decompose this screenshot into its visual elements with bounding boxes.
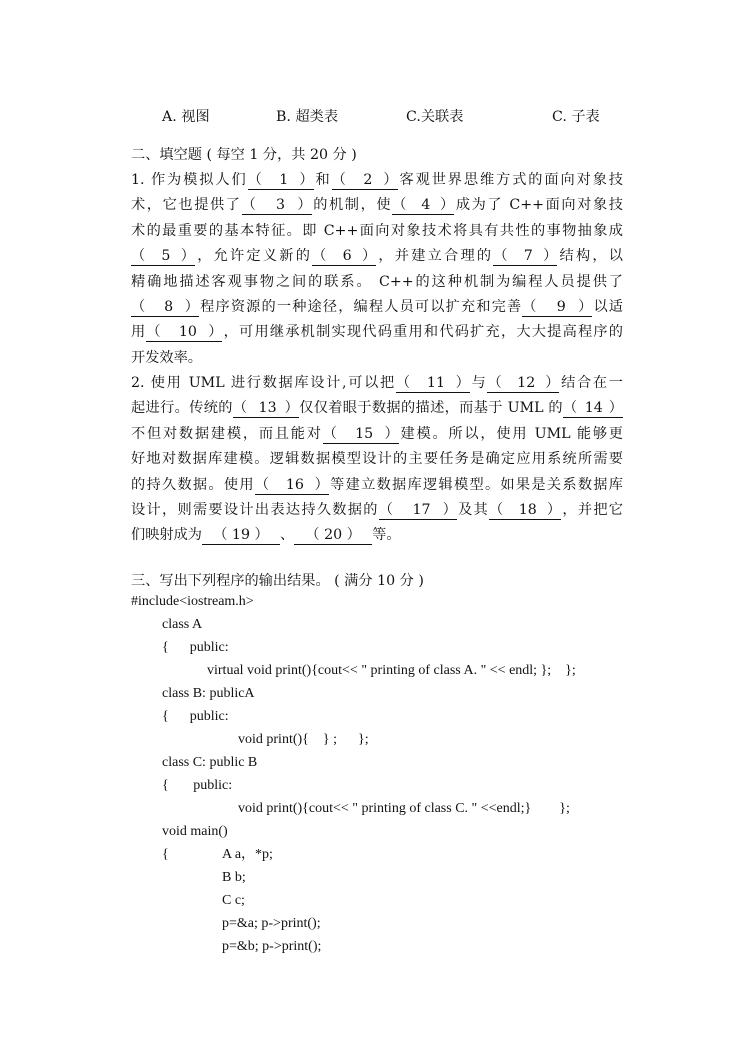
blank-4: （ 4 ）	[392, 197, 455, 214]
option-b: B. 超类表	[276, 109, 339, 125]
code-line: {	[162, 847, 169, 862]
q1-line-5: 精确地描述客观事物之间的联系。 C++的这种机制为编程人员提供了	[131, 273, 623, 290]
code-line: class B: publicA	[162, 686, 255, 701]
code-line: { public:	[162, 640, 229, 655]
q1-line-1: 1. 作为模拟人们（ 1 ）和（ 2 ）客观世界思维方式的面向对象技	[131, 172, 623, 188]
blank-10: （ 10 ）	[146, 324, 223, 341]
code-line: class A	[162, 617, 203, 632]
code-line: void main()	[162, 824, 228, 839]
blank-17: （ 17 ）	[378, 501, 457, 518]
code-line: A a，*p;	[222, 847, 273, 862]
section-2-heading: 二、填空题 ( 每空 1 分，共 20 分 )	[131, 147, 357, 163]
blank-6: （ 6 ）	[312, 248, 377, 265]
q2-line-3: 不但对数据建模，而且能对（ 15 ）建模。所以，使用 UML 能够更	[131, 425, 623, 442]
blank-20: （ 20 ）	[294, 526, 372, 545]
code-line: { public:	[162, 778, 233, 793]
blank-9: （ 9 ）	[522, 298, 593, 315]
blank-14: （ 14 ）	[562, 400, 623, 417]
q1-line-8: 开发效率。	[131, 349, 202, 366]
section-3-heading: 三、写出下列程序的输出结果。 ( 满分 10 分 )	[131, 573, 424, 589]
code-line: void print(){cout<< " printing of class C. " <<endl;} };	[238, 801, 570, 816]
q2-line-2: 起进行。传统的（ 13 ）仅仅着眼于数据的描述，而基于 UML 的（ 14 ）	[131, 400, 623, 417]
code-line: C c;	[222, 893, 245, 908]
code-line: virtual void print(){cout<< " printing of class A. " << endl; }; };	[207, 663, 576, 678]
q1-line-4: （ 5 ），允许定义新的（ 6 ），并建立合理的（ 7 ）结构，以	[131, 248, 623, 265]
code-line: p=&b; p->print();	[222, 939, 322, 954]
option-a: A. 视图	[162, 109, 210, 125]
q2-line-6: 设计，则需要设计出表达持久数据的（ 17 ）及其（ 18 ），并把它	[131, 501, 623, 518]
blank-13: （ 13 ）	[232, 400, 299, 417]
option-c: C.关联表	[406, 109, 464, 125]
code-line: class C: public B	[162, 755, 258, 770]
q2-line-5: 的持久数据。使用（ 16 ）等建立数据库逻辑模型。如果是关系数据库	[131, 476, 623, 493]
q1-line-7: 用（ 10 ），可用继承机制实现代码重用和代码扩充，大大提高程序的	[131, 324, 623, 341]
blank-19: （ 19 ）	[202, 526, 280, 545]
q2-line-1: 2. 使用 UML 进行数据库设计,可以把（ 11 ）与（ 12 ）结合在一	[131, 375, 623, 391]
blank-12: （ 12 ）	[487, 375, 560, 391]
code-line: B b;	[222, 870, 246, 885]
code-line: #include<iostream.h>	[131, 594, 254, 609]
question-2	[131, 371, 623, 549]
q2-line-7: 们映射成为 （ 19 ） 、 （ 20 ） 等。	[131, 527, 401, 544]
option-c-subtable: C. 子表	[552, 109, 600, 125]
blank-15: （ 15 ）	[322, 425, 399, 442]
code-line: p=&a; p->print();	[222, 916, 321, 931]
choice-options	[162, 106, 622, 126]
q1-line-2: 术，它也提供了（ 3 ）的机制，使（ 4 ）成为了 C++面向对象技	[131, 197, 623, 214]
blank-16: （ 16 ）	[254, 476, 329, 493]
code-line: void print(){ } ; };	[238, 732, 369, 747]
blank-5: （ 5 ）	[131, 248, 195, 265]
q1-line-6: （ 8 ）程序资源的一种途径，编程人员可以扩充和完善（ 9 ）以适	[131, 298, 623, 315]
blank-3: （ 3 ）	[241, 197, 312, 214]
blank-11: （ 11 ）	[395, 375, 470, 391]
blank-18: （ 18 ）	[489, 501, 562, 518]
blank-2: （ 2 ）	[331, 172, 398, 188]
q2-line-4: 好地对数据库建模。逻辑数据模型设计的主要任务是确定应用系统所需要	[131, 451, 623, 468]
q1-line-3: 术的最重要的基本特征。即 C++面向对象技术将具有共性的事物抽象成	[131, 222, 623, 239]
blank-1: （ 1 ）	[247, 172, 314, 188]
blank-8: （ 8 ）	[131, 298, 199, 315]
code-line: { public:	[162, 709, 229, 724]
blank-7: （ 7 ）	[493, 248, 558, 265]
question-1	[131, 168, 623, 371]
